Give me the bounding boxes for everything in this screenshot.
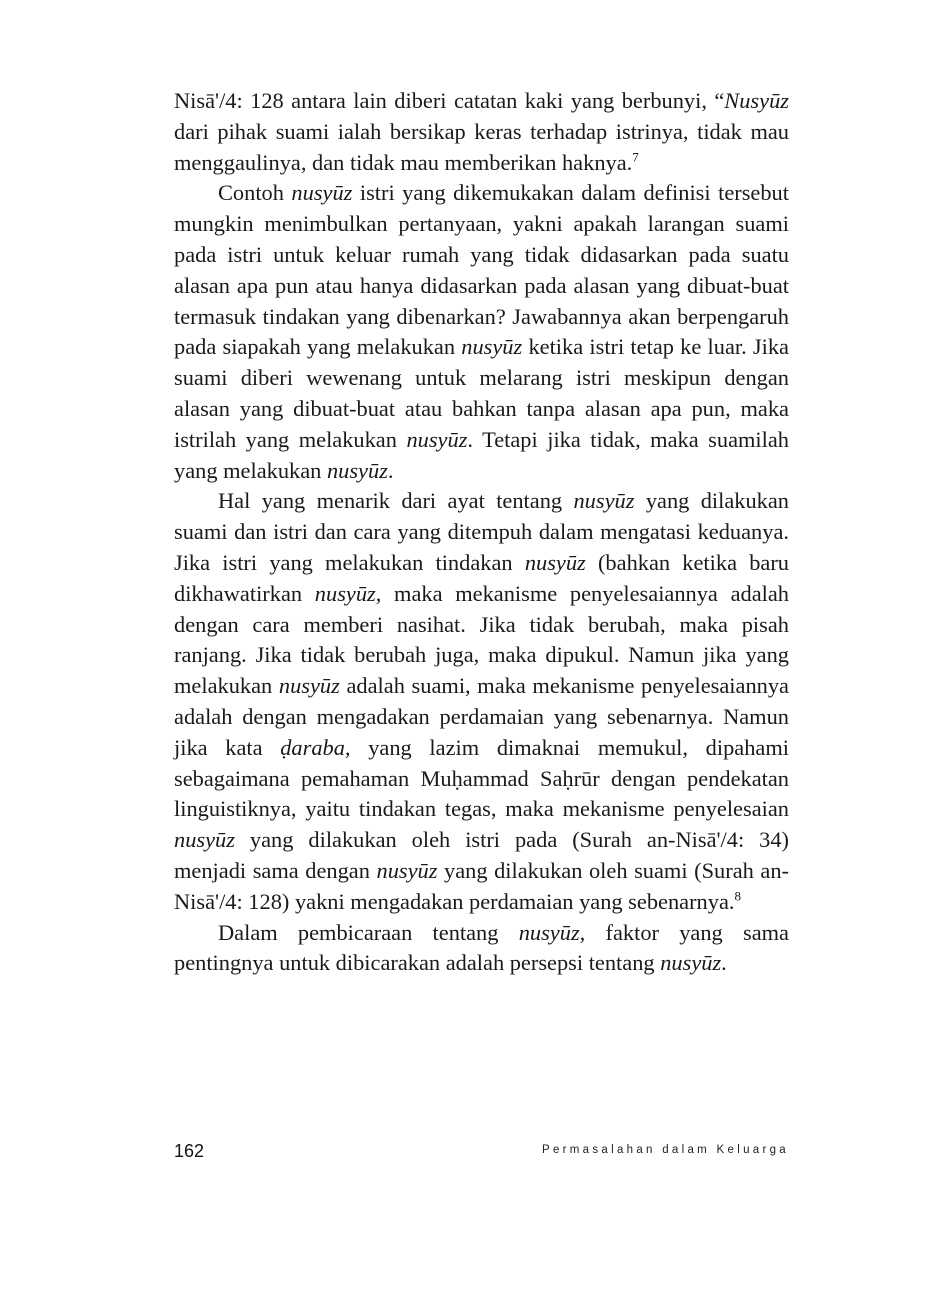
paragraph-4	[174, 918, 789, 980]
running-footer-title: Permasalahan dalam Keluarga	[541, 1144, 789, 1156]
footnote-marker: 7	[632, 149, 639, 165]
italic-term: nusyūz	[461, 334, 523, 360]
italic-term: nusyūz	[174, 827, 235, 853]
text-run: Dalam pembicaraan tentang	[218, 919, 519, 945]
italic-term: nusyūz	[278, 673, 340, 699]
text-run: Contoh	[218, 180, 292, 206]
italic-term: nusyūz	[376, 857, 438, 883]
text-run: yang dilakukan oleh suami (Surah an-Nisā'/4: 128) yakni mengadakan perdamaian yang sebenarnya.	[174, 857, 789, 914]
italic-term: ḍaraba,	[280, 734, 351, 760]
text-run: Nisā'/4: 128 antara lain diberi catatan kaki yang berbunyi, “	[174, 88, 725, 113]
italic-term: nusyūz,	[518, 919, 586, 945]
text-run: (bahkan ketika baru dikhawatirkan	[174, 549, 789, 606]
text-run: dari pihak suami ialah bersikap keras terhadap istrinya, tidak mau menggaulinya, dan tidak mau memberikan haknya.	[174, 118, 789, 175]
text-run: yang dilakukan suami dan istri dan cara yang ditempuh dalam mengatasi keduanya. Jika istri yang melakukan tindakan	[174, 488, 790, 575]
paragraph-1	[174, 86, 789, 178]
italic-term: nusyūz	[291, 180, 353, 206]
text-run: .	[721, 950, 727, 976]
paragraph-3	[174, 486, 789, 917]
text-run: . Tetapi jika tidak, maka suamilah yang melakukan	[174, 426, 789, 483]
text-run: Hal yang menarik dari ayat tentang	[218, 488, 574, 514]
italic-term: nusyūz	[326, 457, 388, 483]
paragraph-2	[174, 178, 789, 486]
page-footer	[174, 1141, 789, 1167]
italic-term: nusyūz	[573, 488, 635, 514]
text-run: , maka mekanisme penyelesaiannya adalah dengan cara memberi nasihat. Jika tidak berubah, maka pisah ranjang. Jika tidak berubah juga, maka dipukul. Namun jika yang melakukan	[174, 580, 790, 699]
text-run: istri yang dikemukakan dalam definisi tersebut mungkin menimbulkan pertanyaan, yakni apakah larangan suami pada istri untuk keluar rumah yang tidak didasarkan pada suatu alasan apa pun atau hanya didasarkan pada alasan yang dibuat-buat termasuk tindakan yang dibenarkan? Jawabannya akan berpengaruh pada siapakah yang melakukan	[174, 180, 789, 360]
text-run: yang lazim dimaknai memukul, dipahami sebagaimana pemahaman Muḥammad Saḥrūr dengan pendekatan linguistiknya, yaitu tindakan tegas, maka mekanisme penyelesaian	[174, 734, 789, 822]
body-text	[174, 86, 789, 979]
text-run: .	[387, 457, 394, 483]
italic-term: nusyūz	[406, 426, 468, 452]
footnote-marker: 8	[734, 888, 741, 904]
text-run: adalah suami, maka mekanisme penyelesaiannya adalah dengan mengadakan perdamaian yang sebenarnya. Namun jika kata	[174, 673, 789, 760]
italic-term: nusyūz	[660, 950, 722, 976]
text-run: yang dilakukan oleh istri pada (Surah an-Nisā'/4: 34) menjadi sama dengan	[174, 827, 789, 883]
text-run: faktor yang sama pentingnya untuk dibicarakan adalah persepsi tentang	[174, 919, 789, 976]
text-run: ketika istri tetap ke luar. Jika suami diberi wewenang untuk melarang istri meskipun dengan alasan yang dibuat-buat atau bahkan tanpa alasan apa pun, maka istrilah yang melakukan	[174, 334, 790, 452]
page-number: 162	[174, 1141, 205, 1161]
italic-term: nusyūz	[314, 580, 376, 606]
italic-term: Nusyūz	[724, 88, 789, 113]
italic-term: nusyūz	[524, 549, 586, 575]
